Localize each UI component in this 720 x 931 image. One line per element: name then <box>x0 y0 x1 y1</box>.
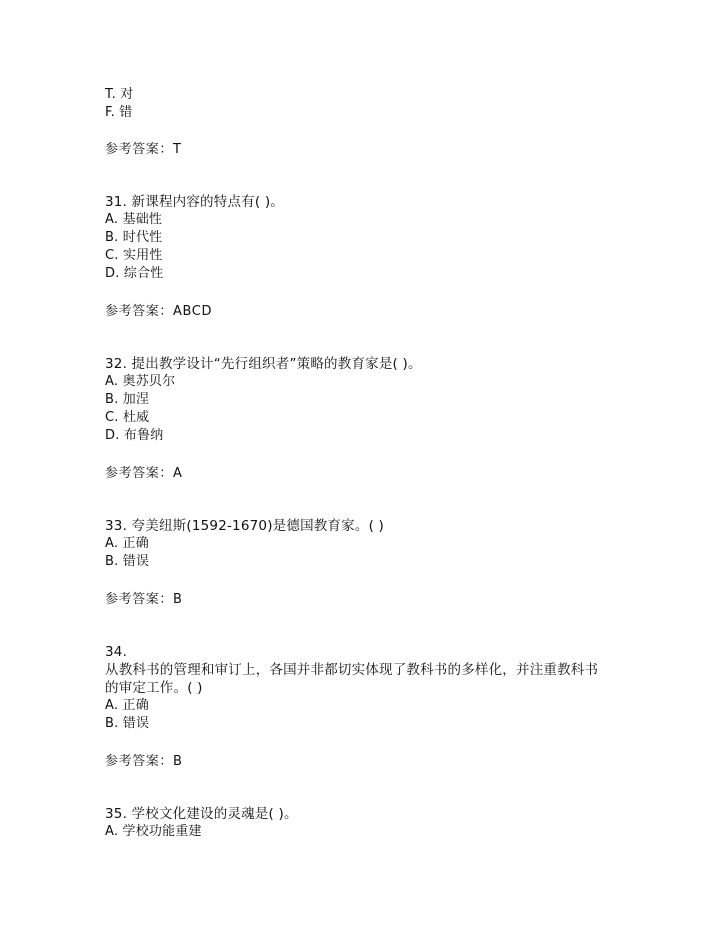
question-34-answer: 参考答案：B <box>105 754 183 769</box>
question-32-option-d: D. 布鲁纳 <box>105 428 164 443</box>
question-31-option-a: A. 基础性 <box>105 212 163 227</box>
question-31-option-c: C. 实用性 <box>105 248 163 263</box>
question-33-option-b: B. 错误 <box>105 554 150 569</box>
question-34-option-a: A. 正确 <box>105 698 149 713</box>
question-32-option-c: C. 杜威 <box>105 410 150 425</box>
option-t: T. 对 <box>105 87 134 102</box>
question-32-option-a: A. 奥苏贝尔 <box>105 374 176 389</box>
question-32-answer: 参考答案：A <box>105 466 183 481</box>
question-33-option-a: A. 正确 <box>105 536 149 551</box>
question-31-option-b: B. 时代性 <box>105 230 163 245</box>
question-32-option-b: B. 加涅 <box>105 392 150 407</box>
question-31-option-d: D. 综合性 <box>105 266 164 281</box>
question-32-stem: 32. 提出教学设计“先行组织者”策略的教育家是( )。 <box>105 356 422 372</box>
question-31-stem: 31. 新课程内容的特点有( )。 <box>105 194 284 210</box>
question-34-stem-line-1: 从教科书的管理和审订上，各国并非都切实体现了教科书的多样化，并注重教科书 <box>105 662 599 678</box>
question-33-stem: 33. 夸美纽斯(1592-1670)是德国教育家。( ) <box>105 518 385 534</box>
question-34-number: 34. <box>105 644 128 660</box>
question-31-answer: 参考答案：ABCD <box>105 304 213 319</box>
question-35-stem: 35. 学校文化建设的灵魂是( )。 <box>105 806 298 822</box>
question-34-stem-line-2: 的审定工作。( ) <box>105 680 203 696</box>
question-34-option-b: B. 错误 <box>105 716 150 731</box>
option-f: F. 错 <box>105 105 133 120</box>
question-33-answer: 参考答案：B <box>105 592 183 607</box>
answer-prev: 参考答案：T <box>105 142 182 157</box>
question-35-option-a: A. 学校功能重建 <box>105 824 202 839</box>
